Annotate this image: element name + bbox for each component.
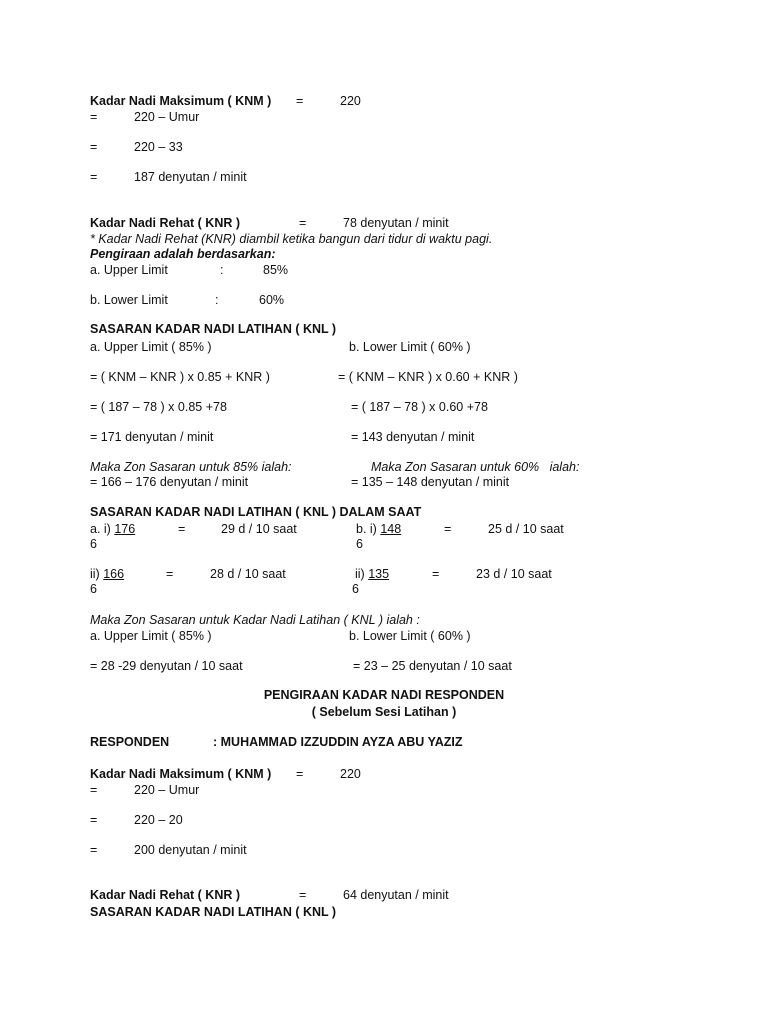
resp-knr-equals: =	[299, 888, 307, 902]
lower-limit-colon: :	[215, 293, 219, 307]
saat-b-ii-value: 23 d / 10 saat	[476, 567, 552, 581]
respondent-section-subtitle: ( Sebelum Sesi Latihan )	[311, 705, 457, 719]
saat-a-i	[90, 522, 135, 537]
resp-knm-step2: 220 – 20	[134, 813, 183, 827]
knl-upper-substitution: = ( 187 – 78 ) x 0.85 +78	[90, 400, 227, 414]
resp-knm-step1-equals: =	[90, 783, 98, 797]
zone-knl-upper-value: = 28 -29 denyutan / 10 saat	[90, 659, 243, 673]
saat-a-ii-denominator: 6	[90, 582, 97, 596]
saat-a-i-denominator: 6	[90, 537, 97, 551]
knr-equals: =	[299, 216, 307, 230]
saat-a-i-equals: =	[178, 522, 186, 536]
resp-knl-heading: SASARAN KADAR NADI LATIHAN ( KNL )	[90, 905, 337, 919]
knm-label: Kadar Nadi Maksimum ( KNM )	[90, 94, 272, 108]
saat-a-ii-numerator: 166	[103, 567, 125, 581]
saat-b-ii-denominator: 6	[352, 582, 359, 596]
upper-limit-value: 85%	[263, 263, 289, 277]
resp-knm-value: 220	[340, 767, 361, 781]
respondent-section-title: PENGIRAAN KADAR NADI RESPONDEN	[263, 688, 505, 702]
knr-label: Kadar Nadi Rehat ( KNR )	[90, 216, 241, 230]
upper-limit-colon: :	[220, 263, 224, 277]
upper-limit-label: a. Upper Limit	[90, 263, 168, 277]
knr-value: 78 denyutan / minit	[343, 216, 449, 230]
zone-knl-upper-header: a. Upper Limit ( 85% )	[90, 629, 212, 643]
saat-b-i-prefix: b. i)	[356, 522, 381, 536]
knl-lower-formula: = ( KNM – KNR ) x 0.60 + KNR )	[338, 370, 518, 384]
saat-b-i	[356, 522, 401, 537]
knl-lower-header: b. Lower Limit ( 60% )	[349, 340, 471, 354]
resp-knr-value: 64 denyutan / minit	[343, 888, 449, 902]
saat-b-ii	[355, 567, 389, 582]
knl-upper-header: a. Upper Limit ( 85% )	[90, 340, 212, 354]
zone-knl-lower-value: = 23 – 25 denyutan / 10 saat	[353, 659, 512, 673]
knm-step1: 220 – Umur	[134, 110, 200, 124]
saat-b-ii-equals: =	[432, 567, 440, 581]
knm-value: 220	[340, 94, 361, 108]
zone-upper-label: Maka Zon Sasaran untuk 85% ialah:	[90, 460, 292, 474]
zone-upper-value: = 166 – 176 denyutan / minit	[90, 475, 249, 489]
respondent-label: RESPONDEN	[90, 735, 170, 749]
knr-note: * Kadar Nadi Rehat (KNR) diambil ketika bangun dari tidur di waktu pagi.	[90, 232, 493, 246]
saat-b-ii-numerator: 135	[368, 567, 390, 581]
saat-a-ii-prefix: ii)	[90, 567, 104, 581]
resp-knm-step3-equals: =	[90, 843, 98, 857]
knl-lower-result: = 143 denyutan / minit	[351, 430, 475, 444]
lower-limit-label: b. Lower Limit	[90, 293, 168, 307]
saat-b-i-denominator: 6	[356, 537, 363, 551]
zone-knl-lower-header: b. Lower Limit ( 60% )	[349, 629, 471, 643]
knl-heading: SASARAN KADAR NADI LATIHAN ( KNL )	[90, 322, 337, 336]
saat-a-i-numerator: 176	[114, 522, 136, 536]
resp-knr-label: Kadar Nadi Rehat ( KNR )	[90, 888, 241, 902]
resp-knm-step2-equals: =	[90, 813, 98, 827]
saat-a-i-value: 29 d / 10 saat	[221, 522, 297, 536]
saat-a-ii-equals: =	[166, 567, 174, 581]
zone-lower-value: = 135 – 148 denyutan / minit	[351, 475, 510, 489]
saat-b-i-equals: =	[444, 522, 452, 536]
zone-knl-label: Maka Zon Sasaran untuk Kadar Nadi Latihan ( KNL ) ialah :	[90, 613, 420, 627]
knl-upper-result: = 171 denyutan / minit	[90, 430, 214, 444]
saat-b-i-numerator: 148	[380, 522, 402, 536]
knl-lower-substitution: = ( 187 – 78 ) x 0.60 +78	[351, 400, 488, 414]
resp-knm-step1: 220 – Umur	[134, 783, 200, 797]
knm-step2-equals: =	[90, 140, 98, 154]
saat-a-ii-value: 28 d / 10 saat	[210, 567, 286, 581]
saat-b-i-value: 25 d / 10 saat	[488, 522, 564, 536]
resp-knm-label: Kadar Nadi Maksimum ( KNM )	[90, 767, 272, 781]
knm-step3-equals: =	[90, 170, 98, 184]
saat-a-i-prefix: a. i)	[90, 522, 115, 536]
zone-lower-label: Maka Zon Sasaran untuk 60% ialah:	[371, 460, 580, 474]
saat-b-ii-prefix: ii)	[355, 567, 369, 581]
lower-limit-value: 60%	[259, 293, 285, 307]
knm-step3: 187 denyutan / minit	[134, 170, 247, 184]
resp-knm-step3: 200 denyutan / minit	[134, 843, 247, 857]
knm-step1-equals: =	[90, 110, 98, 124]
knm-equals: =	[296, 94, 304, 108]
knl-upper-formula: = ( KNM – KNR ) x 0.85 + KNR )	[90, 370, 270, 384]
resp-knm-equals: =	[296, 767, 304, 781]
saat-a-ii	[90, 567, 124, 582]
knm-step2: 220 – 33	[134, 140, 183, 154]
respondent-name: : MUHAMMAD IZZUDDIN AYZA ABU YAZIZ	[213, 735, 463, 749]
knl-saat-heading: SASARAN KADAR NADI LATIHAN ( KNL ) DALAM SAAT	[90, 505, 422, 519]
pengiraan-heading: Pengiraan adalah berdasarkan:	[90, 247, 276, 261]
